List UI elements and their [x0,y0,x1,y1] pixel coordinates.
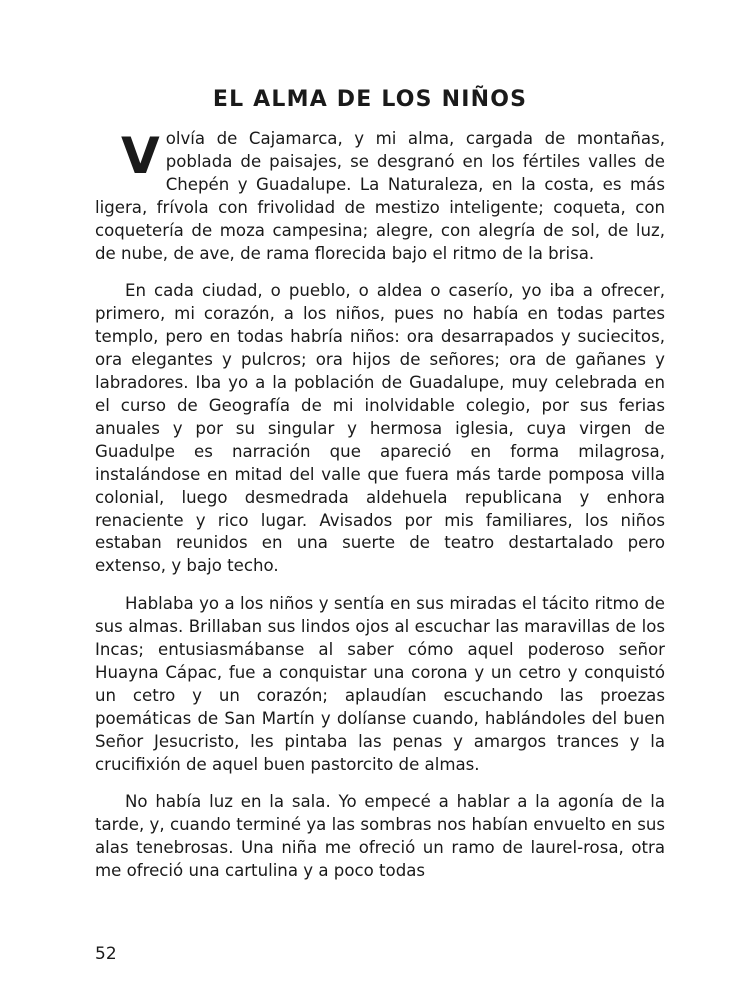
paragraph-2: En cada ciudad, o pueblo, o aldea o caserío, yo iba a ofrecer, primero, mi corazón, a los niños, pues no había en todas partes templo, pero en todas habría niños: ora desarrapados y suciecitos, ora elegantes y pulcros; ora hijos de señores; ora de gañanes y labradores. Iba yo a la población de Guadalupe, muy celebrada en el curso de Geografía de mi inolvidable colegio, por sus ferias anuales y por su singular y hermosa iglesia, cuya virgen de Guadulpe es narración que apareció en forma milagrosa, instalándose en mitad del valle que fuera más tarde pomposa villa colonial, luego desmedrada aldehuela republicana y enhora renaciente y rico lugar. Avisados por mis familiares, los niños estaban reunidos en una suerte de teatro destartalado pero extenso, y bajo techo. [95,281,665,576]
chapter-body [95,128,665,883]
chapter-title: EL ALMA DE LOS NIÑOS [212,87,528,112]
page-number: 52 [95,944,117,964]
drop-cap-letter: V [121,127,160,185]
paragraph-4: No había luz en la sala. Yo empecé a hablar a la agonía de la tarde, y, cuando terminé ya las sombras nos habían envuelto en sus alas tenebrosas. Una niña me ofreció un ramo de laurel-rosa, otra me ofreció una cartulina y a poco todas [95,792,665,881]
paragraph-1-text: olvía de Cajamarca, y mi alma, cargada de montañas, poblada de paisajes, se desgranó en los fértiles valles de Chepén y Guadalupe. La Naturaleza, en la costa, es más ligera, frívola con frivolidad de mestizo inteligente; coqueta, con coquetería de moza campesina; alegre, con alegría de sol, de luz, de nube, de ave, de rama florecida bajo el ritmo de la brisa. [95,129,665,263]
paragraph-1 [95,128,665,265]
paragraph-3: Hablaba yo a los niños y sentía en sus miradas el tácito ritmo de sus almas. Brillaban sus lindos ojos al escuchar las maravillas de los Incas; entusiasmábanse al saber cómo aquel poderoso señor Huayna Cápac, fue a conquistar una corona y un cetro y conquistó un cetro y un corazón; aplaudían escuchando las proezas poemáticas de San Martín y dolíanse cuando, hablándoles del buen Señor Jesucristo, les pintaba las penas y amargos trances y la crucifixión de aquel buen pastorcito de almas. [95,594,665,774]
